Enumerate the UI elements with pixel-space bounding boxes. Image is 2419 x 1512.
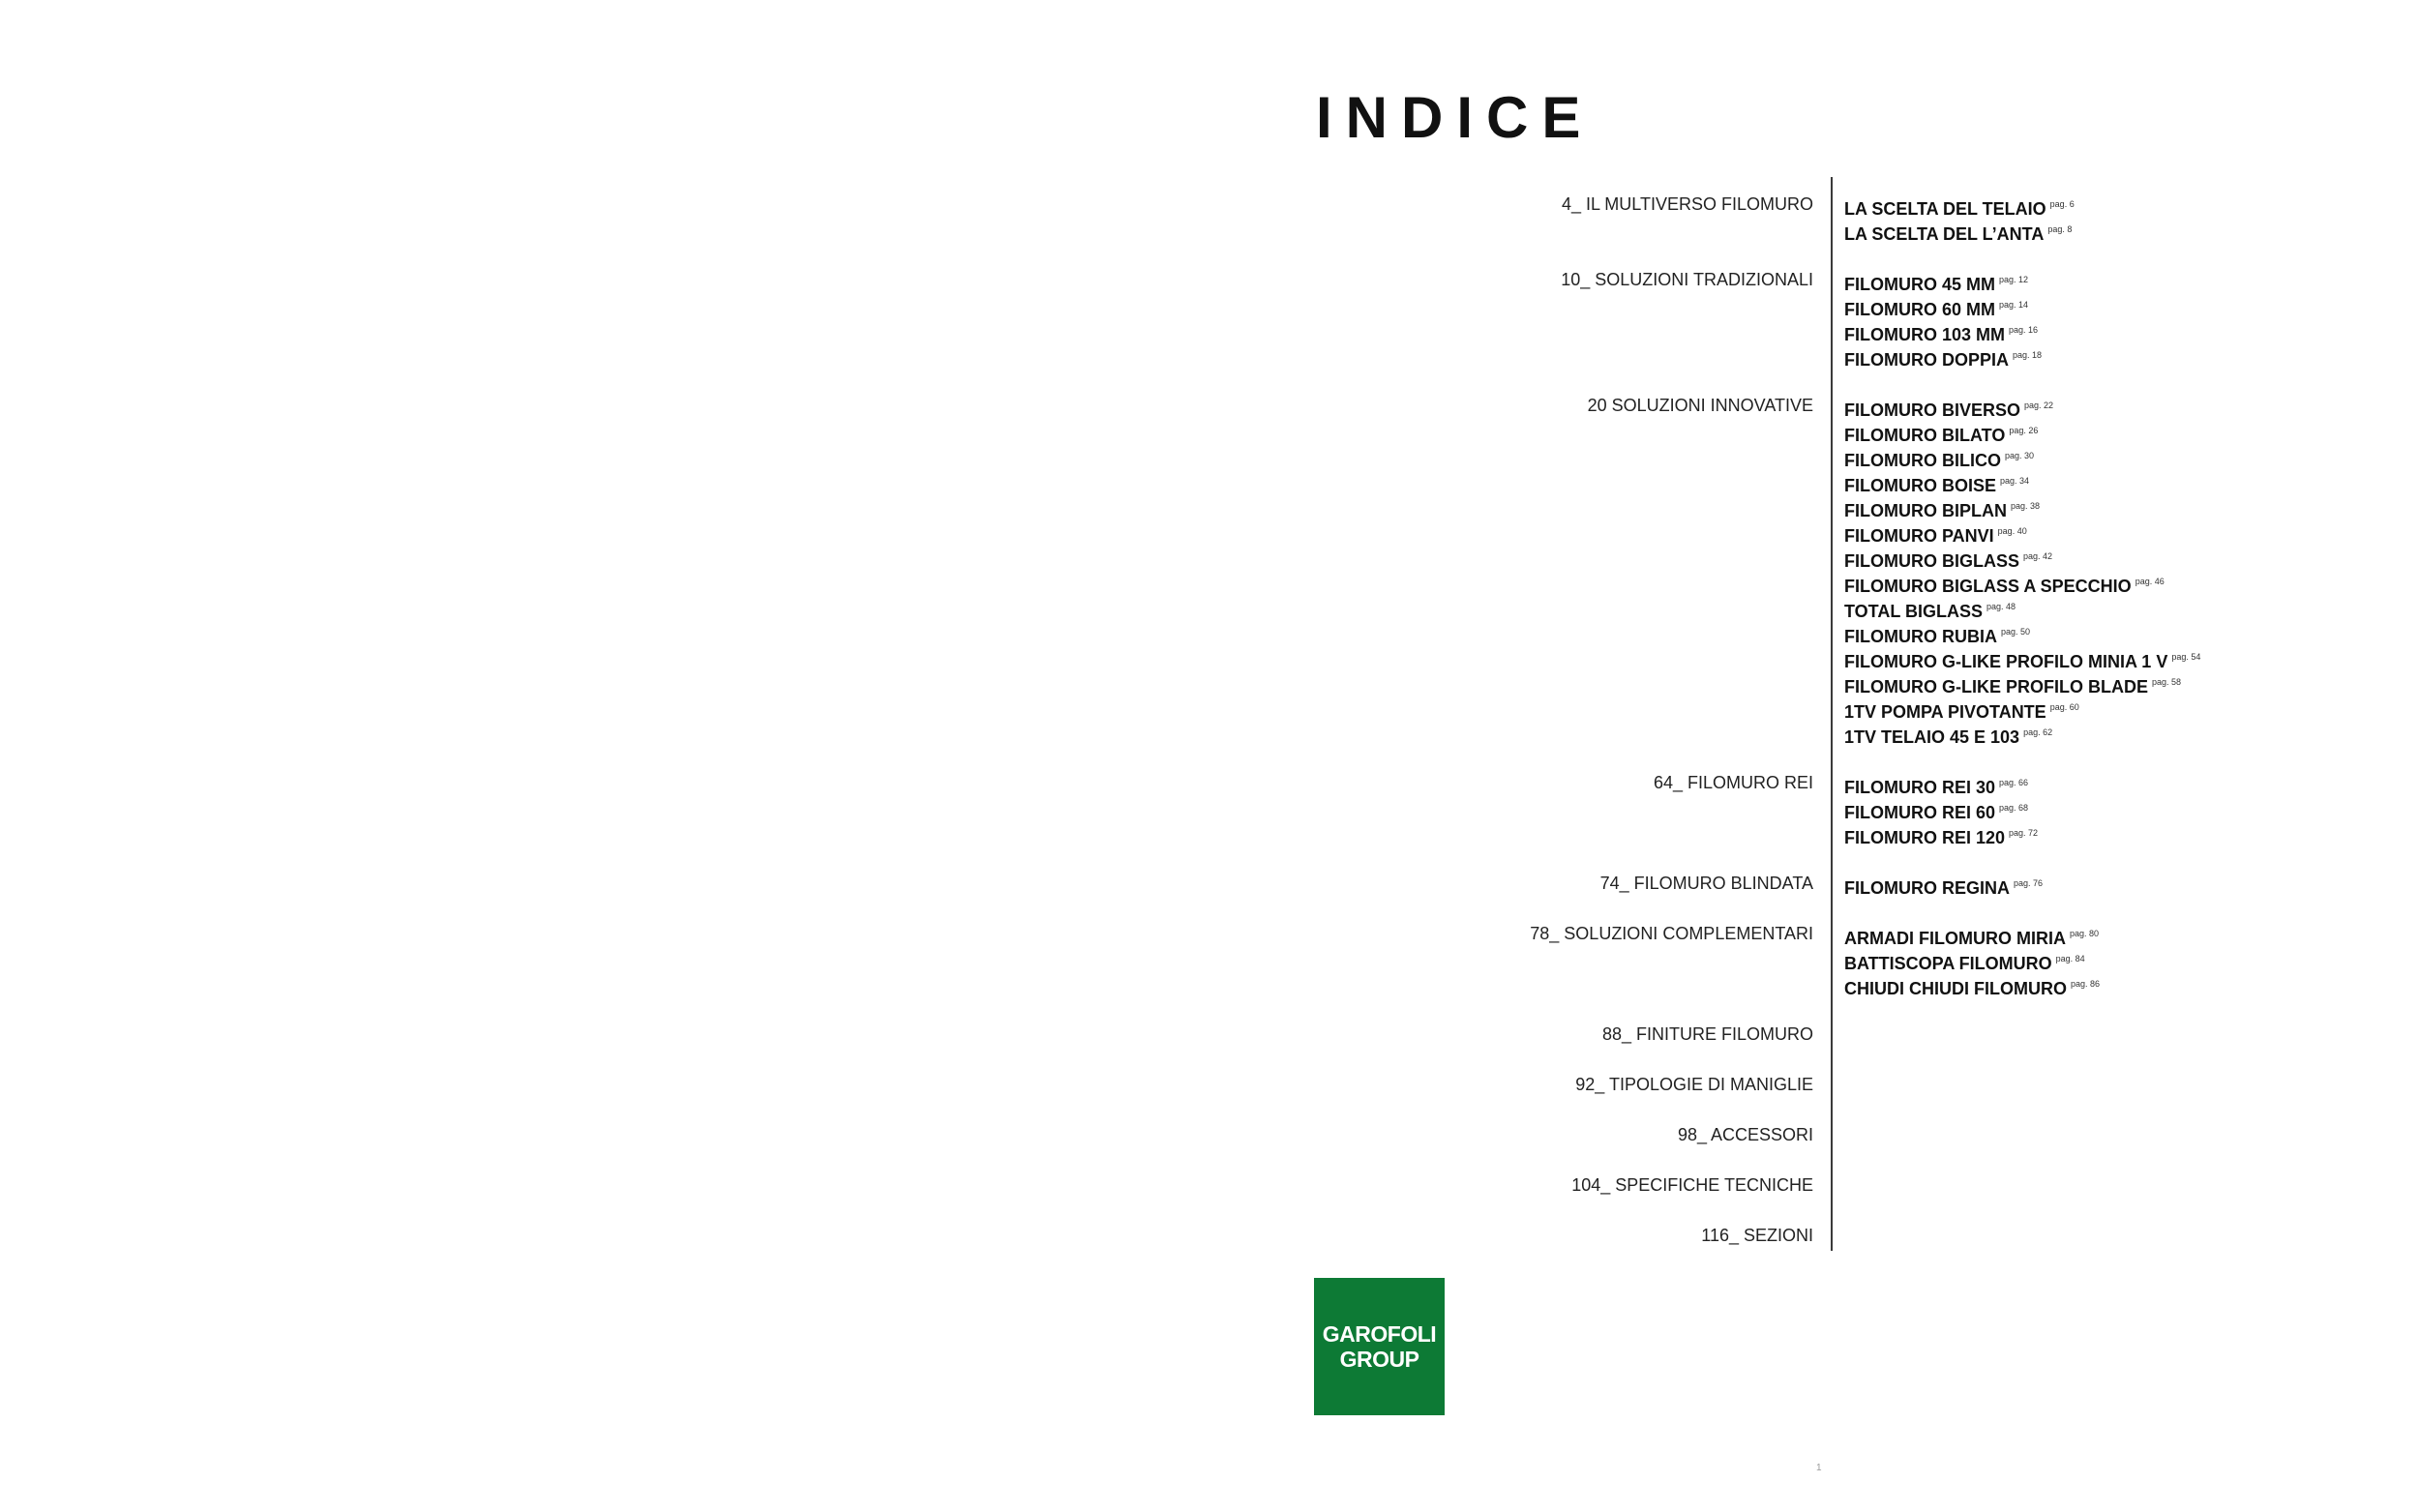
toc-section-label[interactable]: 104_ SPECIFICHE TECNICHE <box>1571 1175 1813 1195</box>
toc-section-label[interactable]: 88_ FINITURE FILOMURO <box>1601 1024 1813 1044</box>
toc-entry-page: pag. 62 <box>2023 727 2053 737</box>
toc-section-label[interactable]: 4_ IL MULTIVERSO FILOMURO <box>1561 194 1813 214</box>
toc-entry-title: FILOMURO REGINA <box>1844 878 2010 898</box>
toc-entry-title: FILOMURO BOISE <box>1844 476 1996 495</box>
toc-entry-title: FILOMURO REI 30 <box>1844 778 1996 797</box>
toc-entry-title: TOTAL BIGLASS <box>1844 602 1984 621</box>
toc-entry-page: pag. 26 <box>2009 426 2039 435</box>
toc-entry-title: FILOMURO REI 120 <box>1844 828 2006 847</box>
toc-entry-page: pag. 34 <box>2000 476 2030 486</box>
toc-entry-title: FILOMURO PANVI <box>1844 526 1994 546</box>
toc-entry-page: pag. 40 <box>1997 526 2027 536</box>
toc-entry-title: FILOMURO BILICO <box>1844 451 2001 470</box>
toc-entry-page: pag. 66 <box>1999 778 2029 787</box>
toc-entry[interactable] <box>1844 871 2043 901</box>
toc-entry-page: pag. 72 <box>2009 828 2039 838</box>
toc-entry-title: FILOMURO RUBIA <box>1844 627 1997 646</box>
toc-entry-title: ARMADI FILOMURO MIRIA <box>1844 929 2066 948</box>
toc-entry-title: FILOMURO DOPPIA <box>1844 350 2009 370</box>
toc-entry-title: FILOMURO BIVERSO <box>1844 400 2021 420</box>
toc-entry-title: FILOMURO BIPLAN <box>1844 501 2007 520</box>
page-number: 1 <box>1816 1463 1822 1473</box>
toc-entry-page: pag. 54 <box>2171 652 2201 662</box>
toc-entry-title: FILOMURO G-LIKE PROFILO BLADE <box>1844 677 2148 697</box>
toc-entry[interactable] <box>1844 971 2100 1001</box>
toc-entry-page: pag. 58 <box>2151 677 2182 687</box>
toc-entry-title: FILOMURO 60 MM <box>1844 300 1995 319</box>
toc-entry-title: BATTISCOPA FILOMURO <box>1844 954 2052 973</box>
toc-entry-page: pag. 42 <box>2023 551 2053 561</box>
toc-entry-page: pag. 80 <box>2069 929 2100 938</box>
toc-entry-title: 1TV TELAIO 45 E 103 <box>1844 727 2020 747</box>
toc-entry-title: FILOMURO 103 MM <box>1844 325 2006 344</box>
toc-entry[interactable] <box>1844 820 2038 850</box>
toc-section-label[interactable]: 20 SOLUZIONI INNOVATIVE <box>1587 396 1813 415</box>
toc-entry-title: FILOMURO G-LIKE PROFILO MINIA 1 V <box>1844 652 2168 671</box>
toc-entry-page: pag. 30 <box>2004 451 2035 460</box>
toc-entry-page: pag. 84 <box>2055 954 2085 964</box>
toc-section-label[interactable]: 92_ TIPOLOGIE DI MANIGLIE <box>1575 1075 1813 1094</box>
page-title: INDICE <box>1316 85 1595 150</box>
toc-entry-page: pag. 18 <box>2013 350 2043 360</box>
toc-entry-page: pag. 38 <box>2011 501 2041 511</box>
garofoli-group-logo <box>1314 1278 1445 1415</box>
toc-entry-page: pag. 76 <box>2014 878 2044 888</box>
toc-divider <box>1831 177 1833 1251</box>
toc-section-label[interactable]: 116_ SEZIONI <box>1701 1226 1813 1245</box>
logo-line-2: GROUP <box>1339 1347 1419 1372</box>
toc-section-label[interactable]: 10_ SOLUZIONI TRADIZIONALI <box>1561 270 1813 289</box>
toc-section-label[interactable]: 78_ SOLUZIONI COMPLEMENTARI <box>1530 924 1813 943</box>
toc-entry-page: pag. 50 <box>2000 627 2031 637</box>
toc-entry-title: FILOMURO 45 MM <box>1844 275 1995 294</box>
toc-entry-title: 1TV POMPA PIVOTANTE <box>1844 702 2046 722</box>
logo-line-1: GAROFOLI <box>1322 1321 1437 1347</box>
toc-entry-page: pag. 48 <box>1986 602 2016 611</box>
toc-entry[interactable] <box>1844 720 2052 750</box>
toc-entry-title: FILOMURO REI 60 <box>1844 803 1996 822</box>
toc-entry-page: pag. 6 <box>2049 199 2075 209</box>
toc-entry-page: pag. 12 <box>1999 275 2029 284</box>
toc-entry-page: pag. 46 <box>2135 577 2165 586</box>
toc-entry-title: FILOMURO BIGLASS <box>1844 551 2019 571</box>
toc-entry-page: pag. 22 <box>2024 400 2054 410</box>
toc-entry-page: pag. 14 <box>1999 300 2029 310</box>
toc-section-label[interactable]: 98_ ACCESSORI <box>1677 1125 1813 1144</box>
toc-entry[interactable] <box>1844 342 2042 372</box>
toc-entry-title: LA SCELTA DEL TELAIO <box>1844 199 2046 219</box>
toc-entry-page: pag. 60 <box>2049 702 2079 712</box>
toc-entry-page: pag. 8 <box>2047 224 2073 234</box>
toc-section-label[interactable]: 74_ FILOMURO BLINDATA <box>1599 874 1813 893</box>
toc-entry-page: pag. 86 <box>2070 979 2101 989</box>
toc-entry-title: FILOMURO BILATO <box>1844 426 2006 445</box>
toc-entry-page: pag. 16 <box>2009 325 2039 335</box>
toc-entry-title: LA SCELTA DEL L’ANTA <box>1844 224 2045 244</box>
toc-entry-title: FILOMURO BIGLASS A SPECCHIO <box>1844 577 2132 596</box>
toc-entry[interactable] <box>1844 217 2072 247</box>
toc-entry-title: CHIUDI CHIUDI FILOMURO <box>1844 979 2067 998</box>
toc-entry-page: pag. 68 <box>1999 803 2029 813</box>
toc-section-label[interactable]: 64_ FILOMURO REI <box>1653 773 1813 792</box>
